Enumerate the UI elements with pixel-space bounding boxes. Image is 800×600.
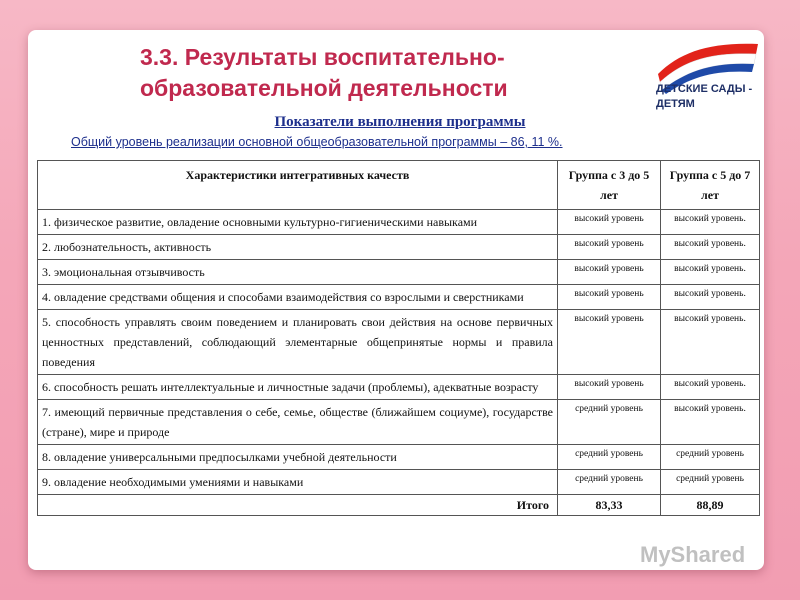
table-row (38, 210, 760, 235)
row-level-group-1: средний уровень (558, 470, 661, 495)
table-header-row (38, 161, 760, 210)
total-group-1: 83,33 (558, 495, 661, 516)
summary-line (71, 135, 563, 149)
row-quality: 4. овладение средствами общения и способами взаимодействия со взрослыми и сверстниками (38, 285, 558, 310)
row-level-group-2: высокий уровень. (661, 235, 760, 260)
row-quality: 8. овладение универсальными предпосылками учебной деятельности (38, 445, 558, 470)
row-level-group-1: средний уровень (558, 445, 661, 470)
row-level-group-1: высокий уровень (558, 285, 661, 310)
row-quality: 7. имеющий первичные представления о себе, семье, обществе (ближайшем социуме), государстве (стране), мире и природе (38, 400, 558, 445)
row-level-group-1: высокий уровень (558, 210, 661, 235)
row-level-group-2: высокий уровень. (661, 310, 760, 375)
row-quality: 1. физическое развитие, овладение основными культурно-гигиеническими навыками (38, 210, 558, 235)
total-row (38, 495, 760, 516)
table-row (38, 260, 760, 285)
row-level-group-2: высокий уровень. (661, 375, 760, 400)
row-level-group-1: высокий уровень (558, 310, 661, 375)
table-row (38, 375, 760, 400)
table-row (38, 400, 760, 445)
subheading: Показатели выполнения программы (274, 114, 526, 130)
row-level-group-2: высокий уровень. (661, 285, 760, 310)
row-quality: 2. любознательность, активность (38, 235, 558, 260)
row-level-group-2: высокий уровень. (661, 210, 760, 235)
header-characteristics: Характеристики интегративных качеств (38, 161, 558, 210)
logo-text (656, 82, 768, 112)
watermark: MyShared (640, 542, 746, 567)
header-group-3-5: Группа с 3 до 5 лет (558, 161, 661, 210)
logo-line-1: ДЕТСКИЕ САДЫ - (656, 83, 753, 95)
summary-text: Общий уровень реализации основной общеобразовательной программы – 86, 11 %. (71, 135, 563, 149)
total-group-2: 88,89 (661, 495, 760, 516)
total-label: Итого (38, 495, 558, 516)
row-quality: 3. эмоциональная отзывчивость (38, 260, 558, 285)
logo-line-2: ДЕТЯМ (656, 98, 695, 110)
table-row (38, 235, 760, 260)
table-row (38, 445, 760, 470)
header-group-5-7: Группа с 5 до 7 лет (661, 161, 760, 210)
row-level-group-2: высокий уровень. (661, 400, 760, 445)
row-level-group-1: высокий уровень (558, 235, 661, 260)
row-level-group-1: высокий уровень (558, 375, 661, 400)
page-title: 3.3. Результаты воспитательно-образовательной деятельности (140, 44, 508, 101)
row-quality: 6. способность решать интеллектуальные и личностные задачи (проблемы), адекватные возрасту (38, 375, 558, 400)
row-level-group-1: средний уровень (558, 400, 661, 445)
results-table (37, 160, 760, 516)
table-row (38, 285, 760, 310)
table-row (38, 470, 760, 495)
row-quality: 5. способность управлять своим поведением и планировать свои действия на основе первичных ценностных представлений, соблюдающий элементарные общепринятые нормы и правила поведения (38, 310, 558, 375)
row-level-group-2: средний уровень (661, 470, 760, 495)
row-level-group-1: высокий уровень (558, 260, 661, 285)
row-quality: 9. овладение необходимыми умениями и навыками (38, 470, 558, 495)
row-level-group-2: высокий уровень. (661, 260, 760, 285)
row-level-group-2: средний уровень (661, 445, 760, 470)
table-row (38, 310, 760, 375)
